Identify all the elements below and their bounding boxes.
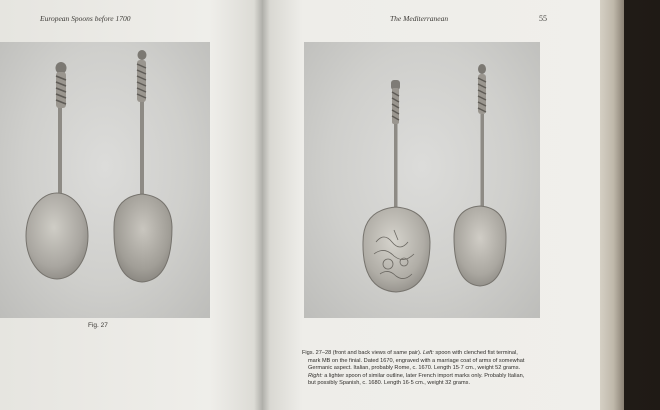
spoons-front-view-illustration <box>304 42 540 318</box>
book-gutter-shadow <box>254 0 270 410</box>
left-page <box>0 0 262 410</box>
book-page-edges <box>598 0 624 410</box>
spoons-photo-back-view <box>0 42 210 318</box>
spoons-back-view-illustration <box>0 42 210 318</box>
spoon-left-back <box>26 62 88 279</box>
figure-caption-block <box>302 350 560 388</box>
caption-line-4: Right: a lighter spoon of similar outline, later French import marks only. Probably Italian, <box>308 372 525 379</box>
figure-caption-fig27: Fig. 27 <box>88 322 108 329</box>
caption-line-3: Germanic aspect. Italian, probably Rome, c. 1670. Length 15·7 cm., weight 52 grams. <box>308 365 521 372</box>
caption-line-2: mark MB on the finial. Dated 1670, engraved with a marriage coat of arms of somewhat <box>308 357 525 364</box>
spoons-photo-front-view <box>304 42 540 318</box>
spoon-plain-front <box>454 64 506 286</box>
spoon-engraved-front <box>363 80 430 292</box>
left-running-head: European Spoons before 1700 <box>40 14 131 23</box>
page-number: 55 <box>539 14 547 23</box>
right-page <box>262 0 600 410</box>
right-running-head: The Mediterranean <box>390 14 449 23</box>
spoon-right-back <box>114 50 172 282</box>
caption-line-5: but possibly Spanish, c. 1680. Length 16·5 cm., weight 32 grams. <box>308 380 471 387</box>
caption-line-1: Figs. 27–28 (front and back views of same pair). Left: spoon with clenched fist terminal, <box>302 350 518 356</box>
